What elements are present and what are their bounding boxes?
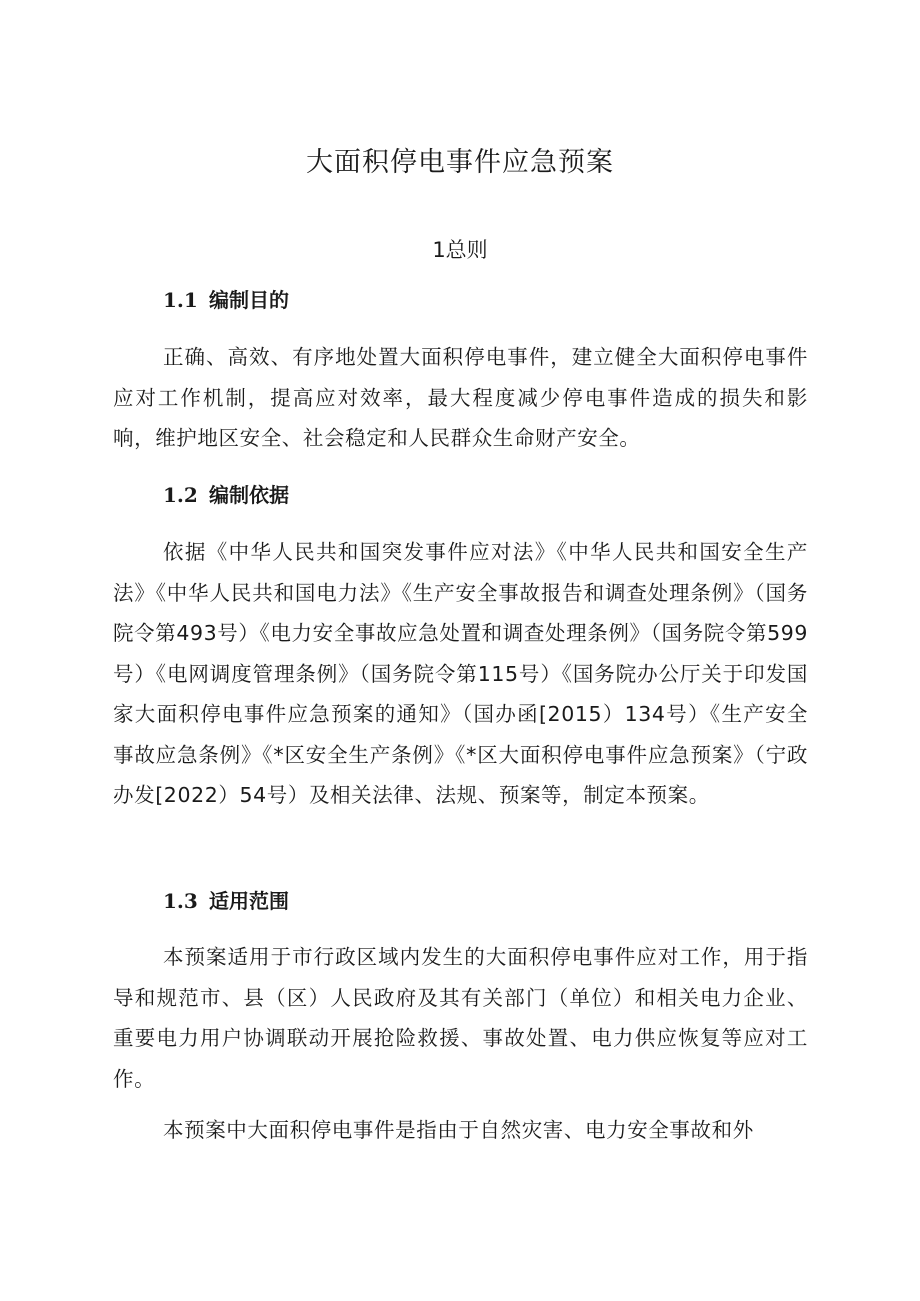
paragraph-scope: 本预案适用于市行政区域内发生的大面积停电事件应对工作，用于指导和规范市、县（区）人民政府及其有关部门（单位）和相关电力企业、重要电力用户协调联动开展抢险救援、事故处置、电力供应恢复等应对工作。 xyxy=(113,945,808,1091)
section-heading-1-2 xyxy=(163,479,289,508)
document-title: 大面积停电事件应急预案 xyxy=(306,147,614,178)
paragraph-basis: 依据《中华人民共和国突发事件应对法》《中华人民共和国安全生产法》《中华人民共和国电力法》《生产安全事故报告和调查处理条例》（国务院令第493号）《电力安全事故应急处置和调查处理条例》（国务院令第599号）《电网调度管理条例》（国务院令第115号）《国务院办公厅关于印发国家大面积停电事件应急预案的通知》（国办函[2015）134号）《生产安全事故应急条例》《*区安全生产条例》《*区大面积停电事件应急预案》（宁政办发[2022）54号）及相关法律、法规、预案等，制定本预案。 xyxy=(113,540,808,807)
section-title: 编制目的 xyxy=(209,288,289,312)
chapter-heading: 1总则 xyxy=(432,238,488,262)
section-number: 1.1 xyxy=(163,288,198,312)
section-number: 1.3 xyxy=(163,889,198,913)
section-heading-1-3 xyxy=(163,885,289,914)
section-heading-1-1 xyxy=(163,284,289,313)
section-title: 编制依据 xyxy=(209,483,289,507)
paragraph-purpose: 正确、高效、有序地处置大面积停电事件，建立健全大面积停电事件应对工作机制，提高应对效率，最大程度减少停电事件造成的损失和影响，维护地区安全、社会稳定和人民群众生命财产安全。 xyxy=(113,345,808,450)
paragraph-definition: 本预案中大面积停电事件是指由于自然灾害、电力安全事故和外 xyxy=(163,1118,754,1142)
section-title: 适用范围 xyxy=(209,889,289,913)
section-number: 1.2 xyxy=(163,483,198,507)
